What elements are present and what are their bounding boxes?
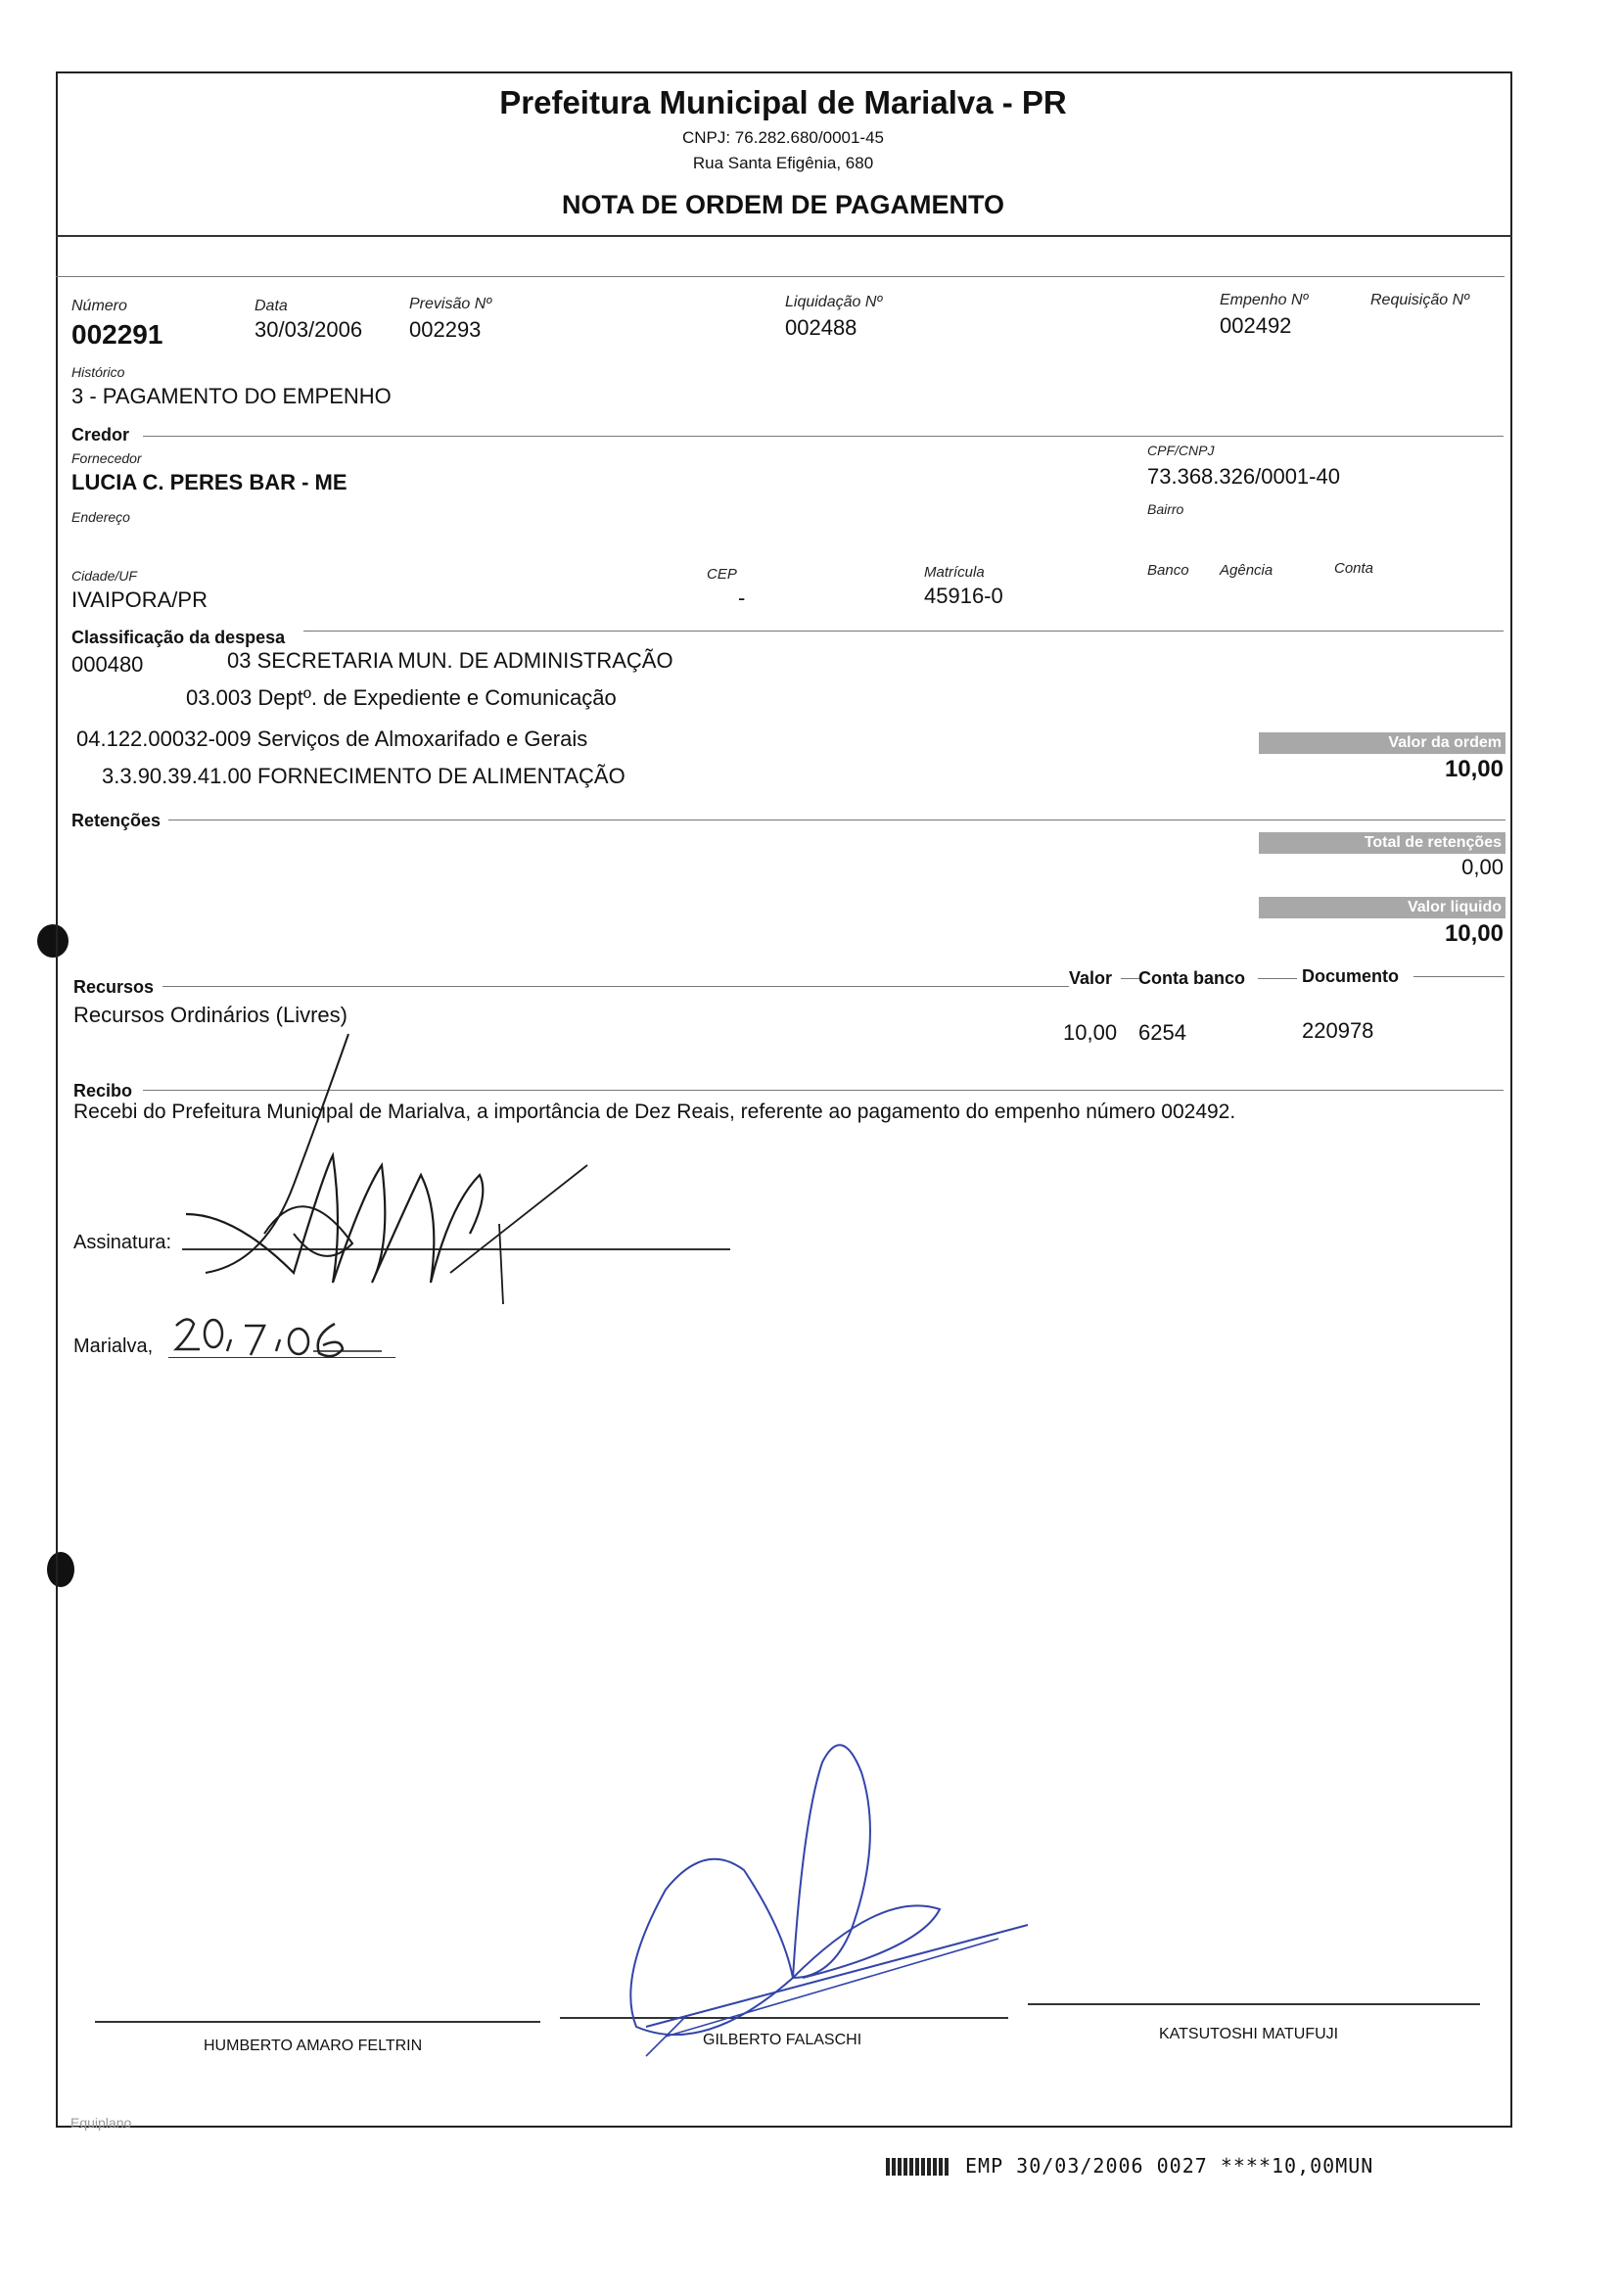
retencoes-section: Retenções bbox=[71, 811, 162, 830]
conta-label: Conta bbox=[1334, 560, 1374, 577]
mechanical-stamp: EMP 30/03/2006 0027 ****10,00MUN bbox=[965, 2154, 1374, 2178]
municipality-title: Prefeitura Municipal de Marialva - PR bbox=[499, 84, 1067, 120]
numero-value: 002291 bbox=[71, 319, 163, 350]
historico-value: 3 - PAGAMENTO DO EMPENHO bbox=[71, 384, 392, 408]
recursos-documento-label: Documento bbox=[1302, 966, 1399, 986]
fornecedor-label: Fornecedor bbox=[71, 450, 142, 466]
recibo-section: Recibo bbox=[73, 1081, 133, 1101]
data-label: Data bbox=[255, 298, 288, 314]
handwritten-date bbox=[166, 1308, 401, 1367]
signatory-3: KATSUTOSHI MATUFUJI bbox=[1159, 2026, 1339, 2042]
official-signature bbox=[626, 1733, 1038, 2066]
recursos-documento: 220978 bbox=[1302, 1018, 1374, 1043]
recursos-conta-label: Conta banco bbox=[1138, 968, 1246, 988]
cnpj-line: CNPJ: 76.282.680/0001-45 bbox=[681, 128, 885, 147]
recursos-rule-right bbox=[1413, 976, 1505, 977]
valor-ordem-label: Valor da ordem bbox=[1259, 732, 1505, 754]
local-label: Marialva, bbox=[73, 1335, 154, 1357]
classificacao-line2: 03.003 Deptº. de Expediente e Comunicação bbox=[186, 685, 617, 710]
recursos-valor: 10,00 bbox=[1063, 1020, 1118, 1045]
recursos-rule-left bbox=[162, 986, 1069, 987]
previsao-value: 002293 bbox=[409, 317, 482, 342]
valor-liquido-value: 10,00 bbox=[1444, 920, 1504, 947]
cep-label: CEP bbox=[707, 566, 737, 583]
signatory-2: GILBERTO FALASCHI bbox=[703, 2032, 862, 2048]
endereco-label: Endereço bbox=[71, 509, 130, 525]
valor-liquido-label: Valor liquido bbox=[1259, 897, 1505, 918]
recipient-signature bbox=[176, 1028, 607, 1312]
cep-value: - bbox=[738, 586, 746, 610]
cidade-value: IVAIPORA/PR bbox=[71, 587, 208, 612]
recursos-rule-mid bbox=[1121, 978, 1140, 979]
sig-line-3 bbox=[1028, 2003, 1480, 2005]
numero-label: Número bbox=[71, 298, 127, 314]
matricula-value: 45916-0 bbox=[924, 584, 1003, 608]
previsao-label: Previsão Nº bbox=[409, 296, 492, 312]
recursos-valor-label: Valor bbox=[1069, 968, 1113, 988]
liquidacao-value: 002488 bbox=[785, 315, 857, 340]
address-line: Rua Santa Efigênia, 680 bbox=[692, 154, 874, 172]
total-retencoes-value: 0,00 bbox=[1461, 855, 1504, 879]
recibo-text: Recebi do Prefeitura Municipal de Marialva, a importância de Dez Reais, referente ao pagamento do empenho número 002492. bbox=[73, 1101, 1236, 1123]
empenho-value: 002492 bbox=[1220, 313, 1292, 338]
assinatura-label: Assinatura: bbox=[73, 1232, 172, 1253]
document-title: NOTA DE ORDEM DE PAGAMENTO bbox=[561, 190, 1004, 219]
bairro-label: Bairro bbox=[1147, 501, 1184, 517]
empenho-label: Empenho Nº bbox=[1220, 292, 1309, 308]
classificacao-line3: 04.122.00032-009 Serviços de Almoxarifado e Gerais bbox=[76, 726, 588, 751]
signatory-1: HUMBERTO AMARO FELTRIN bbox=[204, 2038, 423, 2054]
credor-section: Credor bbox=[71, 425, 130, 445]
recursos-descricao: Recursos Ordinários (Livres) bbox=[73, 1003, 347, 1027]
liquidacao-label: Liquidação Nº bbox=[785, 294, 883, 310]
fornecedor-value: LUCIA C. PERES BAR - ME bbox=[71, 470, 347, 494]
historico-label: Histórico bbox=[71, 364, 125, 380]
valor-ordem-value: 10,00 bbox=[1444, 756, 1504, 782]
cpf-value: 73.368.326/0001-40 bbox=[1147, 464, 1340, 489]
credor-rule bbox=[143, 436, 1504, 437]
sig-line-1 bbox=[95, 2021, 540, 2023]
data-value: 30/03/2006 bbox=[255, 317, 363, 342]
fields-top-rule bbox=[56, 276, 1505, 277]
agencia-label: Agência bbox=[1220, 562, 1274, 579]
equiplano-footer: Equiplano bbox=[70, 2115, 132, 2131]
cidade-label: Cidade/UF bbox=[71, 568, 137, 584]
recursos-rule-mid2 bbox=[1258, 978, 1297, 979]
requisicao-label: Requisição Nº bbox=[1370, 292, 1469, 308]
classificacao-line1: 03 SECRETARIA MUN. DE ADMINISTRAÇÃO bbox=[227, 648, 673, 673]
classificacao-code: 000480 bbox=[71, 652, 144, 677]
stamp-glyph bbox=[886, 2158, 949, 2176]
classificacao-line4: 3.3.90.39.41.00 FORNECIMENTO DE ALIMENTAÇÃO bbox=[102, 764, 625, 788]
matricula-label: Matrícula bbox=[924, 564, 985, 581]
header-divider bbox=[56, 235, 1512, 237]
classificacao-rule bbox=[303, 631, 1504, 632]
recursos-conta: 6254 bbox=[1138, 1020, 1186, 1045]
classificacao-section: Classificação da despesa bbox=[71, 628, 286, 647]
banco-label: Banco bbox=[1147, 562, 1189, 579]
total-retencoes-label: Total de retenções bbox=[1259, 832, 1505, 854]
recursos-section: Recursos bbox=[73, 977, 155, 997]
cpf-label: CPF/CNPJ bbox=[1147, 443, 1215, 458]
